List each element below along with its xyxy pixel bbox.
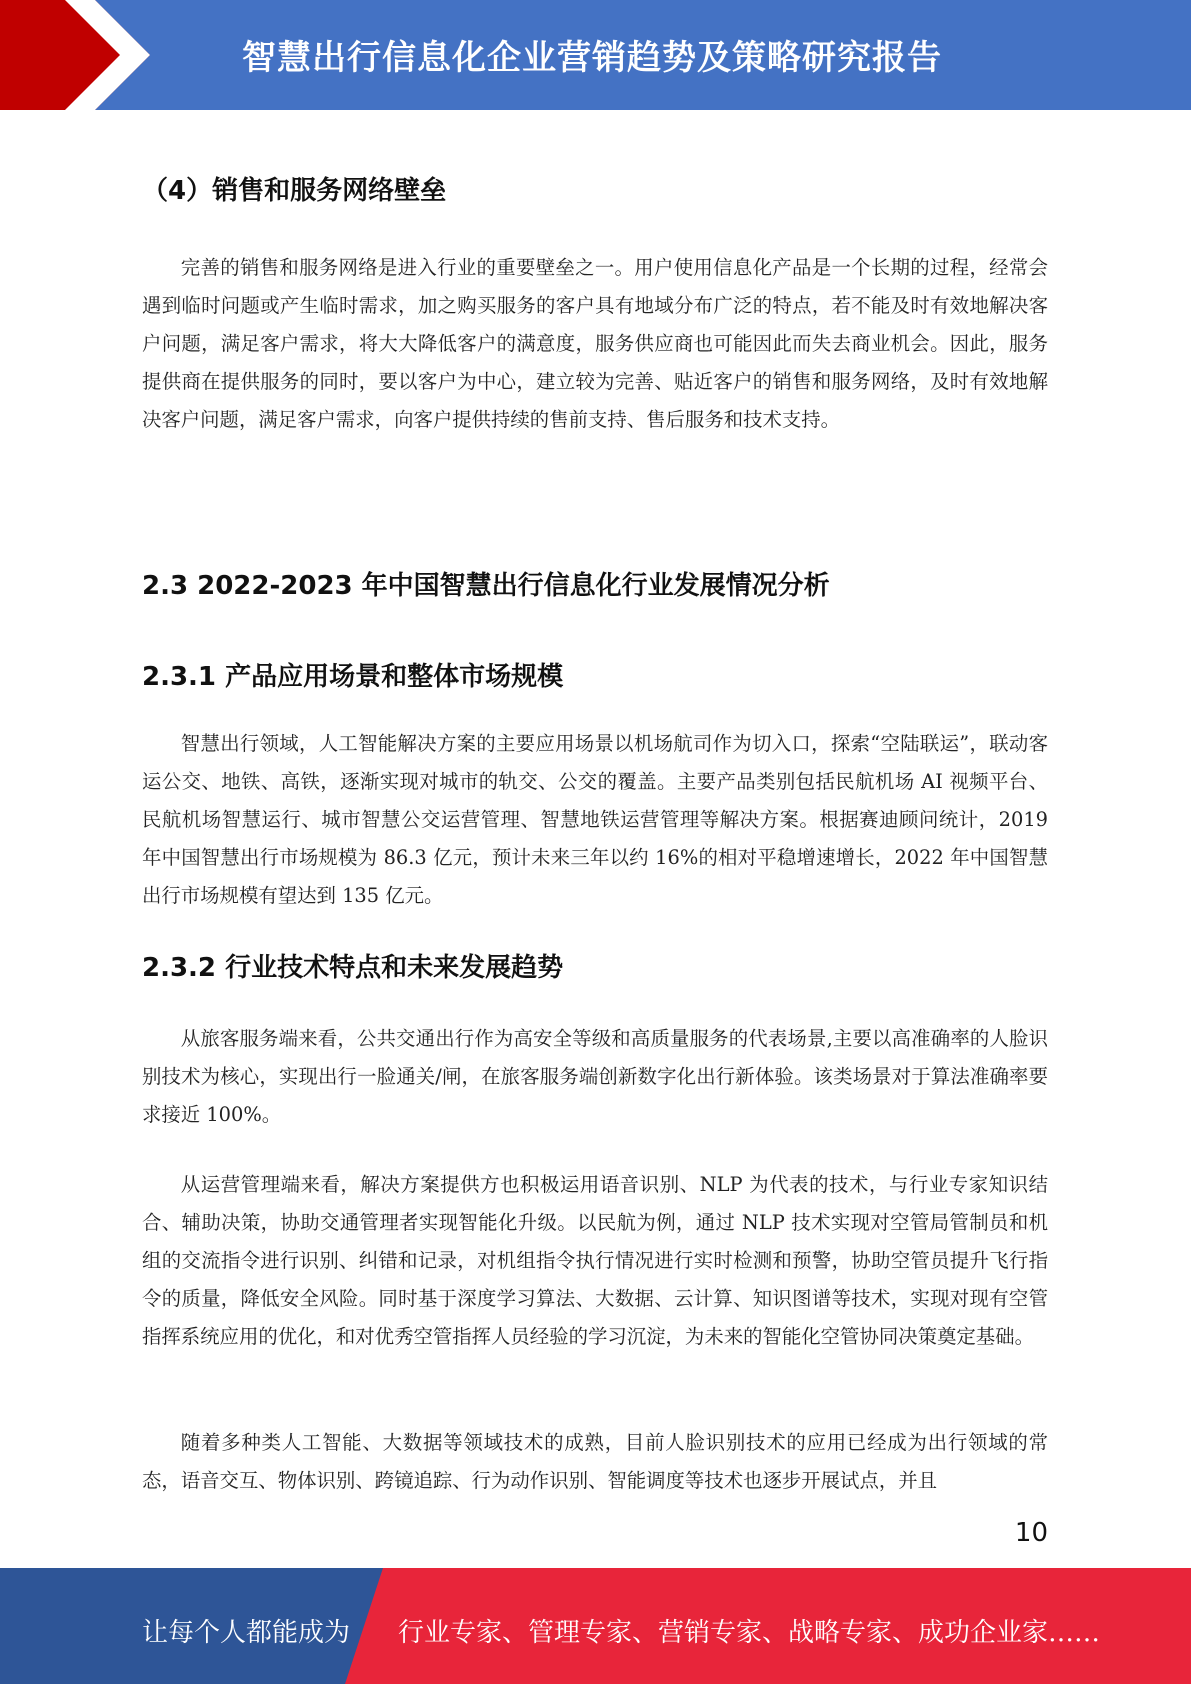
section-heading-2-3: 2.3 2022-2023 年中国智慧出行信息化行业发展情况分析: [142, 571, 830, 601]
paragraph-operations-management: 从运营管理端来看，解决方案提供方也积极运用语音识别、NLP 为代表的技术，与行业专家知识结合、辅助决策，协助交通管理者实现智能化升级。以民航为例，通过 NLP 技术实现对空管局管制员和机组的交流指令进行识别、纠错和记录，对机组指令执行情况进行实时检测和预警，协助空管员提升飞行指令的质量，降低安全风险。同时基于深度学习算法、大数据、云计算、知识图谱等技术，实现对现有空管指挥系统应用的优化，和对优秀空管指挥人员经验的学习沉淀，为未来的智能化空管协同决策奠定基础。: [142, 1173, 1048, 1348]
section-heading-2-3-1: 2.3.1 产品应用场景和整体市场规模: [142, 662, 564, 692]
report-title: 智慧出行信息化企业营销趋势及策略研究报告: [242, 38, 942, 78]
section-heading-sales-network: （4）销售和服务网络壁垒: [142, 176, 447, 206]
footer-banner: [0, 1568, 1191, 1684]
footer-slogan-left: 让每个人都能成为: [142, 1618, 351, 1648]
page-number: 10: [1014, 1518, 1048, 1548]
paragraph-sales-network: 完善的销售和服务网络是进入行业的重要壁垒之一。用户使用信息化产品是一个长期的过程，经常会遇到临时问题或产生临时需求，加之购买服务的客户具有地域分布广泛的特点，若不能及时有效地解决客户问题，满足客户需求，将大大降低客户的满意度，服务供应商也可能因此而失去商业机会。因此，服务提供商在提供服务的同时，要以客户为中心，建立较为完善、贴近客户的销售和服务网络，及时有效地解决客户问题，满足客户需求，向客户提供持续的售前支持、售后服务和技术支持。: [142, 256, 1048, 431]
header-banner: [0, 0, 1191, 110]
paragraph-application-scenarios: 智慧出行领域，人工智能解决方案的主要应用场景以机场航司作为切入口，探索“空陆联运”，联动客运公交、地铁、高铁，逐渐实现对城市的轨交、公交的覆盖。主要产品类别包括民航机场 AI 视频平台、民航机场智慧运行、城市智慧公交运营管理、智慧地铁运营管理等解决方案。根据赛迪顾问统计，2019 年中国智慧出行市场规模为 86.3 亿元，预计未来三年以约 16%的相对平稳增速增长，2022 年中国智慧出行市场规模有望达到 135 亿元。: [142, 732, 1048, 907]
footer-slogan-right: 行业专家、管理专家、营销专家、战略专家、成功企业家……: [398, 1618, 1101, 1648]
section-heading-2-3-2: 2.3.2 行业技术特点和未来发展趋势: [142, 953, 564, 983]
paragraph-passenger-service: 从旅客服务端来看，公共交通出行作为高安全等级和高质量服务的代表场景,主要以高准确率的人脸识别技术为核心，实现出行一脸通关/闸，在旅客服务端创新数字化出行新体验。该类场景对于算法准确率要求接近 100%。: [142, 1027, 1048, 1126]
paragraph-technology-maturity: 随着多种类人工智能、大数据等领域技术的成熟，目前人脸识别技术的应用已经成为出行领域的常态，语音交互、物体识别、跨镜追踪、行为动作识别、智能调度等技术也逐步开展试点，并且: [142, 1431, 1048, 1492]
